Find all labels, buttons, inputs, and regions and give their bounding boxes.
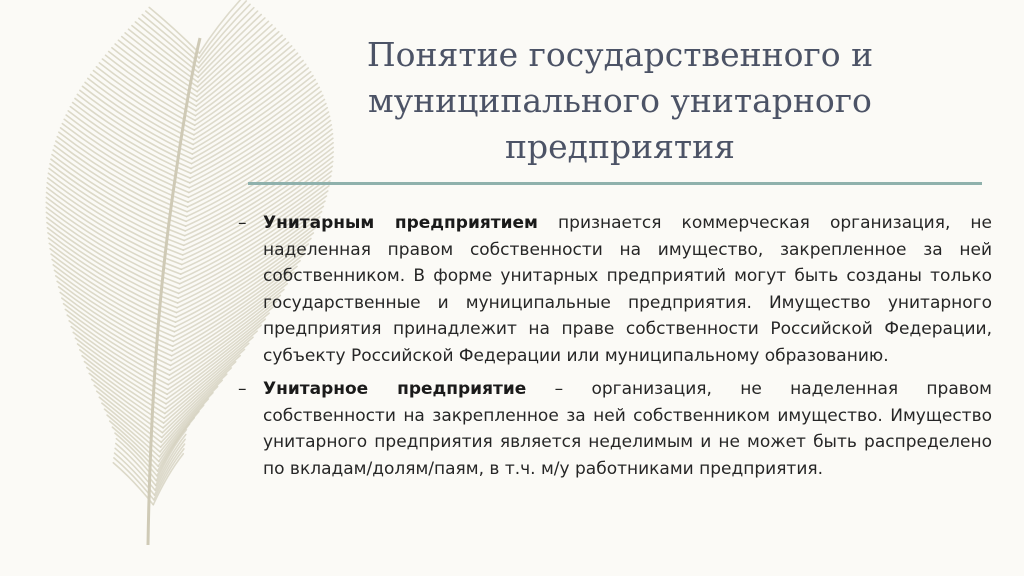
bullet-body: – организация, не наделенная правом собственности на закрепленное за ней собственником имущество. Имущество унитарного предприятия является неделимым и не может быть распределено по вкладам/долям/паям, в т.ч. м/у работниками предприятия. [263, 379, 992, 479]
bullet-text [263, 376, 992, 482]
bullet-term: Унитарным предприятием [263, 213, 538, 233]
title-divider [248, 182, 982, 185]
bullet-item [232, 376, 992, 482]
bullet-list [232, 210, 992, 489]
bullet-marker: – [238, 213, 247, 233]
slide-title [300, 32, 940, 170]
bullet-item [232, 210, 992, 369]
bullet-text [263, 210, 992, 369]
title-line: Понятие государственного и [366, 35, 874, 74]
title-line: предприятия [505, 127, 735, 166]
bullet-term: Унитарное предприятие [263, 379, 527, 399]
bullet-body: признается коммерческая организация, не наделенная правом собственности на имущество, закрепленное за ней собственником. В форме унитарных предприятий могут быть созданы только государственные и муниципальные предприятия. Имущество унитарного предприятия принадлежит на праве собственности Российской Федерации, субъекту Российской Федерации или муниципальному образованию. [263, 213, 992, 366]
bullet-marker: – [238, 379, 247, 399]
title-line: муниципального унитарного [368, 81, 872, 120]
